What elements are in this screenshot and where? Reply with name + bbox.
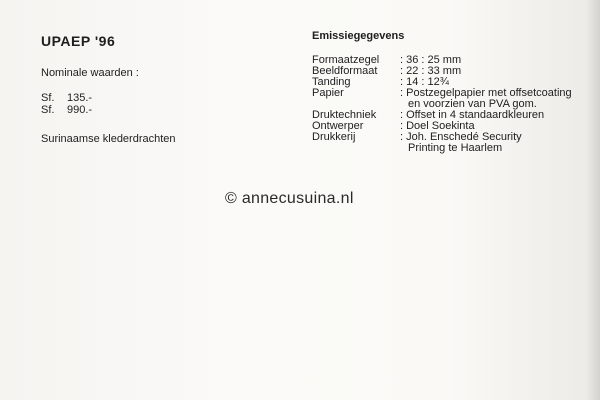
issue-subject: Surinaamse klederdrachten xyxy=(41,133,176,145)
nominal-value-row xyxy=(41,92,261,104)
nominal-value-amount: 990.- xyxy=(67,104,93,116)
spec-row-drukkerij xyxy=(312,132,592,154)
emission-heading: Emissiegegevens xyxy=(312,30,405,42)
nominal-values-list xyxy=(41,92,261,116)
spec-label: Papier xyxy=(312,87,344,99)
spec-value xyxy=(400,88,592,110)
nominal-values-label: Nominale waarden : xyxy=(41,67,139,79)
spec-value-line: Printing te Haarlem xyxy=(408,142,503,154)
issue-summary xyxy=(41,33,261,145)
emission-details xyxy=(312,30,592,154)
spec-table xyxy=(312,55,592,154)
spec-value-line: : Offset in 4 standaardkleuren xyxy=(400,109,545,121)
spec-label: Druktechniek xyxy=(312,109,377,121)
nominal-value-row xyxy=(41,104,261,116)
spec-row-beeldformaat xyxy=(312,66,592,77)
spec-value-line: : Doel Soekinta xyxy=(400,120,475,132)
spec-label: Ontwerper xyxy=(312,120,364,132)
spec-value-line: en voorzien van PVA gom. xyxy=(408,98,537,110)
spec-value xyxy=(400,132,592,154)
currency-prefix: Sf. xyxy=(41,92,55,104)
spec-value-line: : Postzegelpapier met offsetcoating xyxy=(400,87,572,99)
spec-value-line: : 22 : 33 mm xyxy=(400,65,462,77)
currency-prefix: Sf. xyxy=(41,104,55,116)
spec-value-line: : 36 : 25 mm xyxy=(400,54,462,66)
spec-row-papier xyxy=(312,88,592,110)
spec-label: Drukkerij xyxy=(312,131,356,143)
spec-label: Tanding xyxy=(312,76,351,88)
spec-label: Beeldformaat xyxy=(312,65,378,77)
spec-value-line: : 14 : 12¾ xyxy=(400,76,449,88)
spec-value-line: : Joh. Enschedé Security xyxy=(400,131,522,143)
nominal-value-amount: 135.- xyxy=(67,92,93,104)
copyright-watermark: © annecusuina.nl xyxy=(225,190,354,207)
issue-title: UPAEP '96 xyxy=(41,33,116,49)
spec-label: Formaatzegel xyxy=(312,54,380,66)
